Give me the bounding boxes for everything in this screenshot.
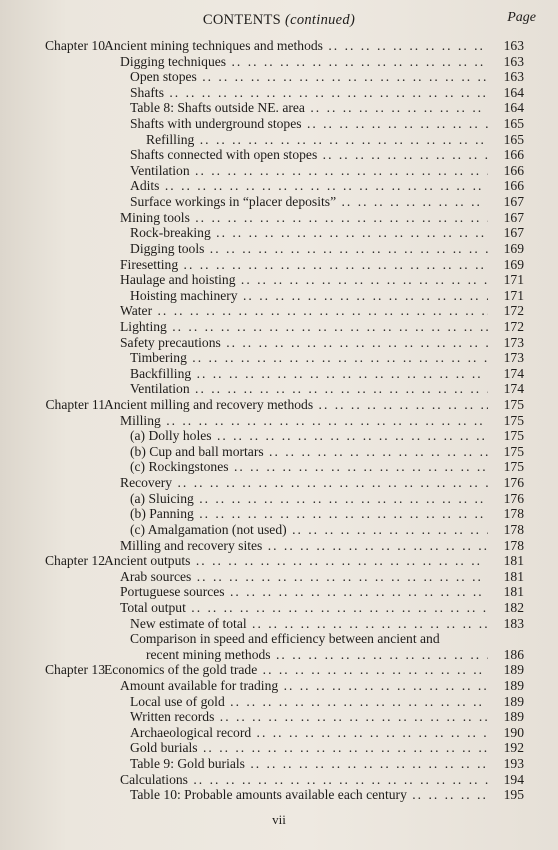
entry-title: (c) Rockingstones .. .. — [130, 459, 488, 475]
entry-title: Table 10: Probable amounts available each century .. .. — [130, 787, 488, 803]
entry-page-number: 181 — [503, 568, 524, 584]
entry-page-number: 175 — [503, 443, 524, 459]
chapter-label: Chapter 10 — [44, 38, 105, 53]
entry-title: Comparison in speed and efficiency between ancient and — [130, 631, 440, 647]
entry-title: Mining tools .. .. — [120, 210, 488, 226]
entry-page-number: 173 — [503, 334, 524, 350]
entry-title: Timbering .. .. — [130, 350, 488, 366]
entry-page-number: 171 — [503, 272, 524, 288]
chapter-label: Chapter 12 — [44, 553, 105, 569]
entry-title: Adits .. .. — [130, 178, 488, 194]
chapter-label: Chapter 11 — [45, 397, 105, 413]
entry-page-number: 189 — [503, 677, 524, 693]
toc-entry — [0, 662, 558, 678]
entry-title: Hoisting machinery .. .. — [130, 288, 488, 304]
entry-page-number: 192 — [503, 740, 524, 756]
toc-entry — [0, 616, 558, 632]
page-column-label: Page — [507, 10, 536, 25]
entry-title: Shafts .. .. — [130, 85, 488, 101]
toc-entry — [0, 54, 558, 70]
entry-page-number: 167 — [503, 194, 524, 210]
toc-entry — [0, 475, 558, 491]
toc-entry — [0, 381, 558, 397]
toc-entry — [0, 257, 558, 273]
toc-entry — [0, 38, 558, 54]
entry-page-number: 181 — [503, 584, 524, 600]
entry-title: Rock-breaking .. .. — [130, 225, 488, 241]
entry-title: Recovery .. .. — [120, 475, 488, 491]
entry-page-number: 175 — [503, 459, 524, 475]
entry-title: Written records .. .. — [130, 709, 488, 725]
heading-title: CONTENTS — [202, 12, 282, 28]
entry-title: Economics of the gold trade .. .. — [104, 662, 488, 678]
toc-entry — [0, 647, 558, 663]
entry-page-number: 165 — [503, 131, 524, 147]
entry-page-number: 195 — [503, 787, 524, 803]
entry-page-number: 166 — [503, 178, 524, 194]
entry-page-number: 183 — [503, 615, 524, 631]
toc-entry — [0, 413, 558, 429]
toc-entry — [0, 725, 558, 741]
toc-entry — [0, 694, 558, 710]
entry-title: Surface workings in “placer deposits” .. .. — [130, 194, 488, 210]
toc-entry — [0, 491, 558, 507]
toc-entry — [0, 241, 558, 257]
entry-title: Milling .. .. — [120, 413, 488, 429]
entry-page-number: 166 — [503, 162, 524, 178]
toc-entry — [0, 459, 558, 475]
toc-entry — [0, 772, 558, 788]
entry-page-number: 176 — [503, 490, 524, 506]
entry-title: Table 8: Shafts outside NE. area .. .. — [130, 100, 488, 116]
entry-title: Ancient milling and recovery methods .. .. — [104, 397, 488, 413]
entry-title: Gold burials .. .. — [130, 740, 488, 756]
entry-title: (b) Cup and ball mortars .. .. — [130, 444, 488, 460]
entry-title: Amount available for trading .. .. — [120, 678, 488, 694]
entry-page-number: 171 — [503, 287, 524, 303]
entry-title: Firesetting .. .. — [120, 257, 488, 273]
toc-entry — [0, 366, 558, 382]
toc-entry — [0, 444, 558, 460]
entry-page-number: 176 — [503, 475, 524, 491]
entry-page-number: 186 — [503, 646, 524, 662]
entry-page-number: 189 — [503, 709, 524, 725]
toc-entry — [0, 85, 558, 101]
toc-entry — [0, 397, 558, 413]
toc-entry — [0, 163, 558, 179]
entry-title: Archaeological record .. .. — [130, 725, 488, 741]
entry-page-number: 175 — [503, 428, 524, 444]
toc-entry — [0, 288, 558, 304]
toc-entry — [0, 303, 558, 319]
entry-title: Open stopes .. .. — [130, 69, 488, 85]
toc-entry — [0, 631, 558, 647]
entry-page-number: 166 — [503, 147, 524, 163]
entry-title: Milling and recovery sites .. .. — [120, 538, 488, 554]
entry-title: Portuguese sources .. .. — [120, 584, 488, 600]
entry-title: Safety precautions .. .. — [120, 335, 488, 351]
entry-page-number: 174 — [503, 365, 524, 381]
entry-page-number: 169 — [503, 256, 524, 272]
toc-entry — [0, 522, 558, 538]
entry-title: Ancient mining techniques and methods .. .. — [104, 38, 488, 54]
entry-page-number: 182 — [503, 599, 524, 615]
toc-entry — [0, 787, 558, 803]
toc-entry — [0, 678, 558, 694]
entry-page-number: 175 — [503, 397, 524, 413]
entry-title: (b) Panning .. .. — [130, 506, 488, 522]
entry-page-number: 164 — [503, 84, 524, 100]
entry-page-number: 189 — [503, 662, 524, 678]
entry-title: Total output .. .. — [120, 600, 488, 616]
entry-title: Ventilation .. .. — [130, 163, 488, 179]
toc-entry — [0, 335, 558, 351]
heading-continued: (continued) — [284, 12, 356, 28]
entry-page-number: 169 — [503, 240, 524, 256]
entry-page-number: 165 — [503, 116, 524, 132]
entry-title: (a) Sluicing .. .. — [130, 491, 488, 507]
entry-page-number: 172 — [503, 303, 524, 319]
entry-title: Digging techniques .. .. — [120, 54, 488, 70]
table-of-contents — [0, 38, 558, 803]
entry-title: Shafts connected with open stopes .. .. — [130, 147, 488, 163]
toc-entry — [0, 100, 558, 116]
entry-page-number: 178 — [503, 521, 524, 537]
entry-title: Backfilling .. .. — [130, 366, 488, 382]
entry-title: New estimate of total .. .. — [130, 616, 488, 632]
toc-entry — [0, 194, 558, 210]
entry-title: (c) Amalgamation (not used) .. .. — [130, 522, 488, 538]
entry-page-number: 190 — [503, 724, 524, 740]
toc-entry — [0, 210, 558, 226]
toc-entry — [0, 553, 558, 569]
entry-title: (a) Dolly holes .. .. — [130, 428, 488, 444]
toc-entry — [0, 569, 558, 585]
entry-title: Ventilation .. .. — [130, 381, 488, 397]
toc-entry — [0, 428, 558, 444]
entry-title: Local use of gold .. .. — [130, 694, 488, 710]
entry-page-number: 163 — [503, 69, 524, 85]
toc-entry — [0, 584, 558, 600]
entry-page-number: 193 — [503, 756, 524, 772]
entry-title: Lighting .. .. — [120, 319, 488, 335]
entry-page-number: 194 — [503, 771, 524, 787]
toc-entry — [0, 116, 558, 132]
entry-page-number: 175 — [503, 412, 524, 428]
entry-page-number: 173 — [503, 350, 524, 366]
toc-entry — [0, 740, 558, 756]
entry-page-number: 164 — [503, 100, 524, 116]
entry-page-number: 178 — [503, 537, 524, 553]
entry-page-number: 181 — [503, 553, 524, 569]
entry-page-number: 163 — [503, 38, 524, 53]
entry-page-number: 167 — [503, 209, 524, 225]
toc-entry — [0, 709, 558, 725]
entry-page-number: 163 — [503, 53, 524, 69]
toc-entry — [0, 272, 558, 288]
entry-title: recent mining methods .. .. — [146, 647, 488, 663]
toc-entry — [0, 69, 558, 85]
toc-entry — [0, 600, 558, 616]
toc-entry — [0, 506, 558, 522]
entry-title: Shafts with underground stopes .. .. — [130, 116, 488, 132]
entry-page-number: 172 — [503, 318, 524, 334]
entry-page-number: 174 — [503, 381, 524, 397]
page-folio: vii — [272, 812, 286, 827]
entry-title: Water .. .. — [120, 303, 488, 319]
toc-entry — [0, 225, 558, 241]
entry-page-number: 167 — [503, 225, 524, 241]
entry-page-number: 178 — [503, 506, 524, 522]
entry-title: Digging tools .. .. — [130, 241, 488, 257]
toc-entry — [0, 132, 558, 148]
entry-title: Haulage and hoisting .. .. — [120, 272, 488, 288]
toc-entry — [0, 538, 558, 554]
toc-entry — [0, 350, 558, 366]
chapter-label: Chapter 13 — [44, 662, 105, 678]
entry-title: Ancient outputs .. .. — [104, 553, 488, 569]
toc-entry — [0, 147, 558, 163]
contents-heading — [0, 12, 558, 29]
entry-title: Calculations .. .. — [120, 772, 488, 788]
entry-title: Arab sources .. .. — [120, 569, 488, 585]
entry-title: Table 9: Gold burials .. .. — [130, 756, 488, 772]
entry-title: Refilling .. .. — [146, 132, 488, 148]
toc-entry — [0, 178, 558, 194]
toc-entry — [0, 756, 558, 772]
toc-entry — [0, 319, 558, 335]
entry-page-number: 189 — [503, 693, 524, 709]
